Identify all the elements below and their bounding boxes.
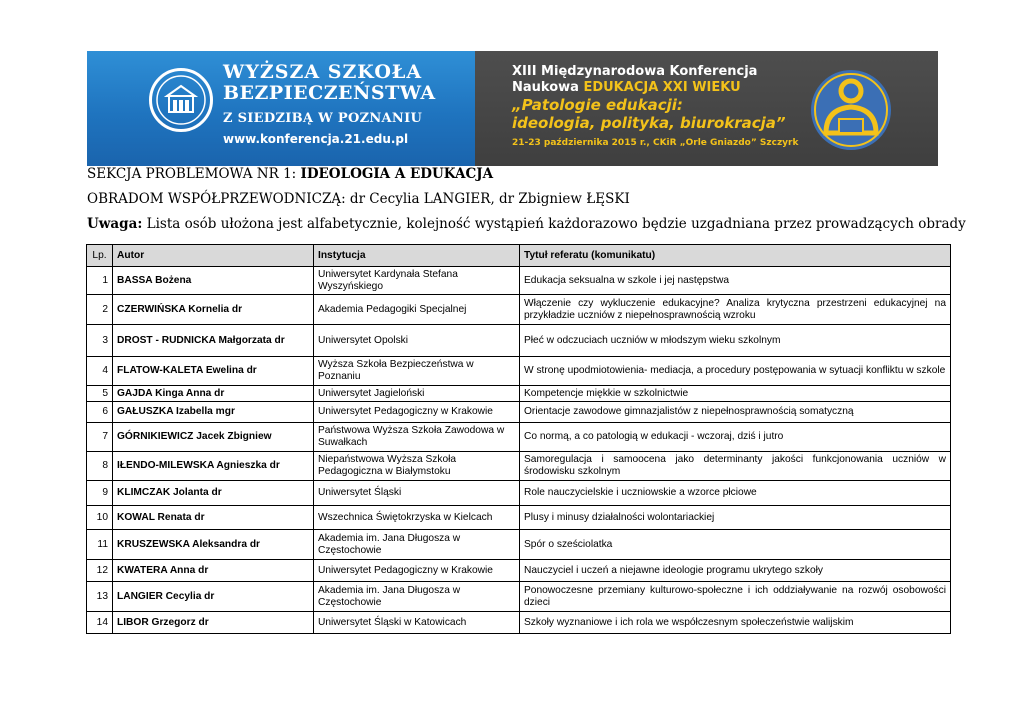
header-author: Autor [113,245,314,267]
row-title: Nauczyciel i uczeń a niejawne ideologie programu ukrytego szkoły [520,560,951,582]
row-author: KWATERA Anna dr [113,560,314,582]
row-title: Spór o sześciolatka [520,530,951,560]
table-row [87,530,951,560]
table-row [87,295,951,325]
row-author: LIBOR Grzegorz dr [113,612,314,634]
row-author: FLATOW-KALETA Ewelina dr [113,357,314,386]
row-number: 9 [87,481,113,506]
note-label: Uwaga: [87,216,143,232]
row-institution: Akademia im. Jana Długosza w Częstochowie [314,582,520,612]
row-number: 12 [87,560,113,582]
row-title: Role nauczycielskie i uczniowskie a wzorce płciowe [520,481,951,506]
row-author: KOWAL Renata dr [113,506,314,530]
section-heading [87,166,493,182]
school-seal-logo [149,68,213,132]
header-title: Tytuł referatu (komunikatu) [520,245,951,267]
row-institution: Uniwersytet Pedagogiczny w Krakowie [314,560,520,582]
table-header-row [87,245,951,267]
table-row [87,582,951,612]
school-location: Z SIEDZIBĄ W POZNANIU [223,111,423,126]
row-number: 3 [87,325,113,357]
note-line [87,216,966,232]
table-row [87,325,951,357]
row-title: W stronę upodmiotowienia- mediacja, a procedury postępowania w sytuacji konfliktu w szkole [520,357,951,386]
conference-name-line2 [512,80,798,96]
row-title: Edukacja seksualna w szkole i jej następstwa [520,267,951,295]
table-row [87,357,951,386]
row-institution: Wszechnica Świętokrzyska w Kielcach [314,506,520,530]
row-author: KRUSZEWSKA Aleksandra dr [113,530,314,560]
row-number: 7 [87,423,113,452]
row-title: Plusy i minusy działalności wolontariackiej [520,506,951,530]
row-author: CZERWIŃSKA Kornelia dr [113,295,314,325]
row-author: GÓRNIKIEWICZ Jacek Zbigniew [113,423,314,452]
row-number: 1 [87,267,113,295]
conference-theme-line1: „Patologie edukacji: [512,96,683,114]
row-institution: Uniwersytet Jagieloński [314,386,520,402]
note-text: Lista osób ułożona jest alfabetycznie, kolejność wystąpień każdorazowo będzie uzgadniana przez prowadzących obrady [142,216,966,232]
section-prefix: SEKCJA PROBLEMOWA NR 1: [87,166,301,182]
row-number: 10 [87,506,113,530]
row-institution: Uniwersytet Opolski [314,325,520,357]
row-title: Kompetencje miękkie w szkolnictwie [520,386,951,402]
row-title: Samoregulacja i samoocena jako determinanty jakości funkcjonowania uczniów w środowisku szkolnym [520,452,951,481]
row-number: 14 [87,612,113,634]
row-author: GAJDA Kinga Anna dr [113,386,314,402]
row-institution: Akademia im. Jana Długosza w Częstochowie [314,530,520,560]
conference-url: www.konferencja.21.edu.pl [223,132,409,146]
row-number: 2 [87,295,113,325]
row-institution: Niepaństwowa Wyższa Szkoła Pedagogiczna w Białymstoku [314,452,520,481]
row-title: Ponowoczesne przemiany kulturowo-społeczne i ich oddziaływanie na rozwój osobowości dzieci [520,582,951,612]
row-title: Co normą, a co patologią w edukacji - wczoraj, dziś i jutro [520,423,951,452]
school-building-icon [155,74,207,126]
section-title: IDEOLOGIA A EDUKACJA [300,166,494,182]
conference-name-line1: XIII Międzynarodowa Konferencja [512,64,758,79]
row-author: GAŁUSZKA Izabella mgr [113,402,314,423]
table-row [87,612,951,634]
row-institution: Uniwersytet Śląski [314,481,520,506]
row-author: IŁENDO-MILEWSKA Agnieszka dr [113,452,314,481]
row-institution: Uniwersytet Kardynała Stefana Wyszyńskiego [314,267,520,295]
row-institution: Akademia Pedagogiki Specjalnej [314,295,520,325]
conference-name-prefix: Naukowa [512,80,584,95]
header-lp: Lp. [87,245,113,267]
conference-name-highlight: EDUKACJA XXI WIEKU [583,80,741,95]
table-row [87,402,951,423]
conference-info-block [512,64,798,149]
school-name-line1: WYŻSZA SZKOŁA [223,61,423,83]
row-institution: Uniwersytet Pedagogiczny w Krakowie [314,402,520,423]
chairs-label: OBRADOM WSPÓŁPRZEWODNICZĄ: [87,191,350,207]
school-name-line2: BEZPIECZEŃSTWA [223,82,436,104]
row-number: 8 [87,452,113,481]
conference-theme-line2: ideologia, polityka, biurokracja” [512,114,786,132]
table-row [87,560,951,582]
school-banner-panel [87,51,475,166]
row-institution: Wyższa Szkoła Bezpieczeństwa w Poznaniu [314,357,520,386]
table-row [87,423,951,452]
row-author: KLIMCZAK Jolanta dr [113,481,314,506]
row-institution: Uniwersytet Śląski w Katowicach [314,612,520,634]
row-title: Orientacje zawodowe gimnazjalistów z niepełnosprawnością somatyczną [520,402,951,423]
conference-logo-icon [806,67,896,153]
conference-banner-panel [475,51,938,166]
row-title: Płeć w odczuciach uczniów w młodszym wieku szkolnym [520,325,951,357]
row-title: Szkoły wyznaniowe i ich rola we współczesnym społeczeństwie walijskim [520,612,951,634]
school-name-block [223,62,436,146]
header-institution: Instytucja [314,245,520,267]
row-number: 6 [87,402,113,423]
row-institution: Państwowa Wyższa Szkoła Zawodowa w Suwałkach [314,423,520,452]
table-row [87,386,951,402]
table-row [87,506,951,530]
row-number: 5 [87,386,113,402]
row-author: BASSA Bożena [113,267,314,295]
conference-date: 21-23 października 2015 r., CKiR „Orle Gniazdo” Szczyrk [512,138,799,148]
table-row [87,267,951,295]
table-row [87,452,951,481]
presentations-table [86,244,951,634]
chairs-names: dr Cecylia LANGIER, dr Zbigniew ŁĘSKI [349,191,630,207]
row-author: LANGIER Cecylia dr [113,582,314,612]
conference-banner [87,51,938,166]
chairs-line [87,191,630,207]
row-number: 13 [87,582,113,612]
row-author: DROST - RUDNICKA Małgorzata dr [113,325,314,357]
row-number: 4 [87,357,113,386]
row-number: 11 [87,530,113,560]
table-row [87,481,951,506]
row-title: Włączenie czy wykluczenie edukacyjne? Analiza krytyczna przestrzeni edukacyjnej na przykładzie uczniów z niepełnosprawnością wzroku [520,295,951,325]
